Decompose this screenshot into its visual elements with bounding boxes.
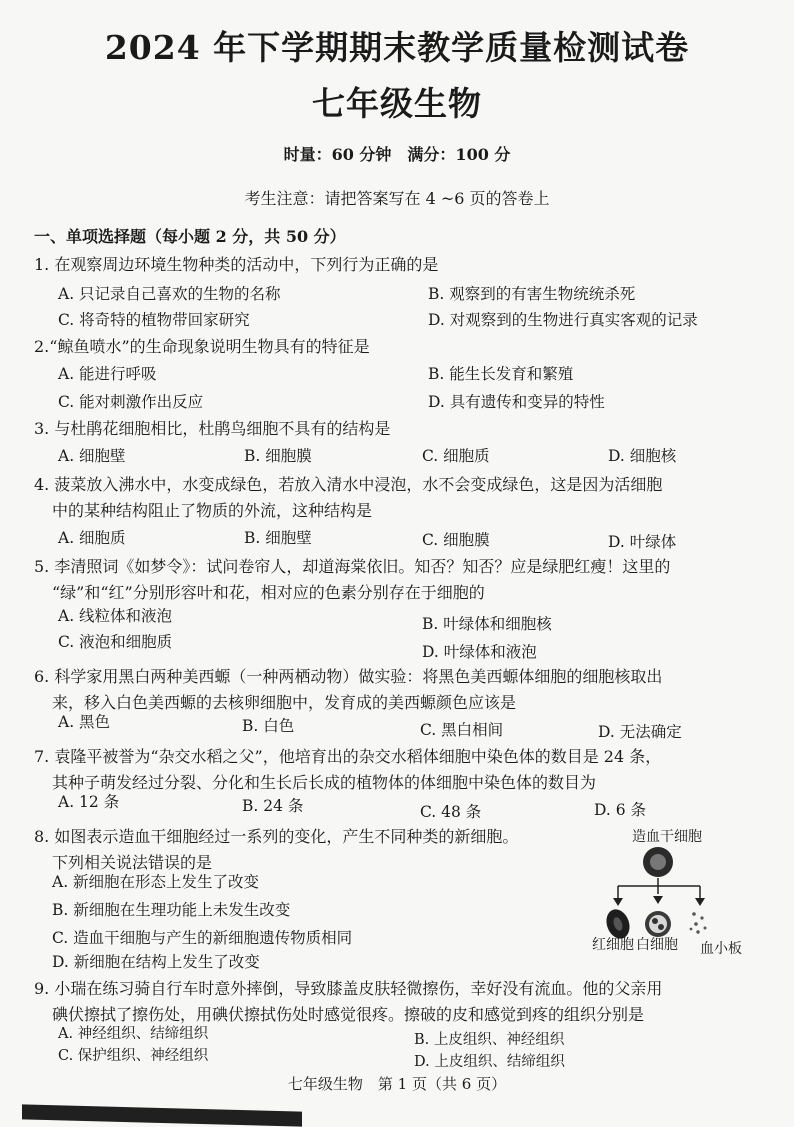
platelet-dot [690,928,693,931]
option-b: B. 观察到的有害生物统统杀死 [428,285,636,303]
option-a: A. 12 条 [58,793,120,811]
platelet-dot [696,930,699,933]
option-d: D. 对观察到的生物进行真实客观的记录 [428,311,698,329]
question-stem: 7. 袁隆平被誉为“杂交水稻之父”，他培育出的杂交水稻体细胞中染色体的数目是 24 条， [34,747,662,766]
option-d: D. 具有遗传和变异的特性 [428,393,605,411]
option-c: C. 液泡和细胞质 [58,633,173,651]
question-stem: 5. 李清照词《如梦令》：试问卷帘人，却道海棠依旧。知否？知否？应是绿肥红瘦！这里的 [34,557,671,576]
option-c: C. 保护组织、神经组织 [58,1048,209,1064]
option-b: B. 能生长发育和繁殖 [428,365,574,383]
question-2 [34,334,764,360]
option-a: A. 新细胞在形态上发生了改变 [52,873,260,891]
platelet-dot [692,912,696,916]
label-white-blood-cell: 白细胞 [636,937,678,953]
option-a: A. 黑色 [58,713,111,731]
option-b: B. 细胞壁 [244,529,312,547]
question-stem: 3. 与杜鹃花细胞相比，杜鹃鸟细胞不具有的结构是 [34,419,391,438]
question-8 [34,824,594,876]
option-d: D. 细胞核 [608,447,677,465]
question-1 [34,252,764,278]
exam-subtitle: 七年级生物 [312,84,482,123]
question-stem-cont: 来，移入白色美西螈的去核卵细胞中，发育成的美西螈颜色应该是 [52,693,517,712]
question-7 [34,744,764,796]
option-c: C. 黑白相间 [420,721,504,739]
label-platelet: 血小板 [700,941,742,957]
option-d: D. 6 条 [594,801,647,819]
question-stem-cont: 中的某种结构阻止了物质的外流，这种结构是 [52,501,373,520]
question-stem: 6. 科学家用黑白两种美西螈（一种两栖动物）做实验：将黑色美西螈体细胞的细胞核取出 [34,667,663,686]
question-stem: 9. 小瑞在练习骑自行车时意外摔倒，导致膝盖皮肤轻微擦伤，幸好没有流血。他的父亲用 [34,979,663,998]
arrow-head [695,898,705,906]
option-c: C. 将奇特的植物带回家研究 [58,311,250,329]
platelet-dot [694,922,698,926]
option-c: C. 能对刺激作出反应 [58,393,204,411]
option-b: B. 白色 [242,717,295,735]
question-stem: 1. 在观察周边环境生物种类的活动中，下列行为正确的是 [34,255,439,274]
option-c: C. 细胞膜 [422,531,490,549]
option-c: C. 48 条 [420,803,482,821]
question-5 [34,554,764,606]
option-d: D. 上皮组织、结缔组织 [414,1054,565,1070]
stem-cell-nucleus [650,854,666,870]
question-9 [34,976,764,1028]
notice: 考生注意：请把答案写在 4 ~6 页的答卷上 [244,189,550,208]
white-blood-cell-inner [649,915,667,933]
option-d: D. 叶绿体和液泡 [422,643,537,661]
platelet-dot [700,916,703,919]
platelet-dot [704,927,707,930]
figure-top-label: 造血干细胞 [632,829,702,845]
label-red-blood-cell: 红细胞 [592,937,634,953]
arrow-head [613,898,623,906]
option-b: B. 上皮组织、神经组织 [414,1032,565,1048]
arrow-head [653,896,663,904]
option-c: C. 造血干细胞与产生的新细胞遗传物质相同 [52,929,353,947]
question-stem-cont: 碘伏擦拭了擦伤处，用碘伏擦拭伤处时感觉很疼。擦破的皮和感觉到疼的组织分别是 [52,1005,645,1024]
question-6 [34,664,764,716]
white-blood-cell-nucleus [658,924,664,930]
question-3 [34,416,764,442]
question-stem: 2.“鲸鱼喷水”的生命现象说明生物具有的特征是 [34,337,370,356]
option-a: A. 细胞壁 [58,447,126,465]
option-a: A. 能进行呼吸 [58,365,157,383]
option-b: B. 细胞膜 [244,447,312,465]
option-a: A. 细胞质 [58,529,126,547]
time-score: 时量：60 分钟 满分：100 分 [283,145,511,164]
option-c: C. 细胞质 [422,447,490,465]
question-4 [34,472,764,524]
question-stem: 8. 如图表示造血干细胞经过一系列的变化，产生不同种类的新细胞。 [34,827,519,846]
option-d: D. 新细胞在结构上发生了改变 [52,953,260,971]
question-stem-cont: 下列相关说法错误的是 [52,853,213,872]
option-a: A. 只记录自己喜欢的生物的名称 [58,285,281,303]
question-stem-cont: 其种子萌发经过分裂、分化和生长后长成的植物体的体细胞中染色体的数目为 [52,773,597,792]
option-a: A. 神经组织、结缔组织 [58,1026,209,1042]
option-d: D. 无法确定 [598,723,682,741]
scan-shadow [22,1104,302,1126]
option-d: D. 叶绿体 [608,533,677,551]
question-stem-cont: “绿”和“红”分别形容叶和花，相对应的色素分别存在于细胞的 [52,583,485,602]
section-title: 一、单项选择题（每小题 2 分，共 50 分） [34,227,346,246]
option-a: A. 线粒体和液泡 [58,607,173,625]
option-b: B. 叶绿体和细胞核 [422,615,552,633]
white-blood-cell-nucleus [652,918,658,924]
question-stem: 4. 菠菜放入沸水中，水变成绿色，若放入清水中浸泡，水不会变成绿色，这是因为活细胞 [34,475,663,494]
page-footer: 七年级生物 第 1 页（共 6 页） [287,1075,507,1093]
exam-title: 2024 年下学期期末教学质量检测试卷 [104,28,690,67]
option-b: B. 新细胞在生理功能上未发生改变 [52,901,291,919]
option-b: B. 24 条 [242,797,304,815]
